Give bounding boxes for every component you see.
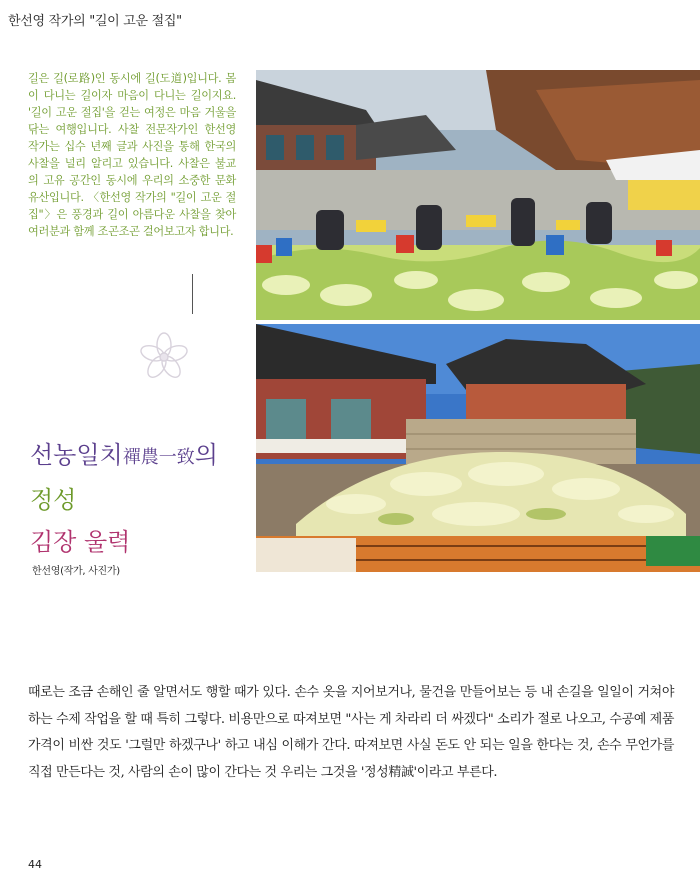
title-line-1 — [30, 438, 218, 475]
title-line-2: 정성 — [30, 486, 77, 514]
intro-paragraph: 길은 길(로路)인 동시에 길(도道)입니다. 몸이 다니는 길이자 마음이 다니는 길이지요. '길이 고운 절집'을 걷는 여정은 마음 거울을 닦는 여행입니다. 사찰 전문작가인 한선영 작가는 십수 년째 글과 사진을 통해 한국의 사찰을 널리 알리고 있습니다. 사찰은 불교의 고유 공간인 동시에 우리의 소중한 문화유산입니다. 〈한선영 작가의 "길이 고운 절집"〉은 풍경과 길이 아름다운 사찰을 찾아 여러분과 함께 조곤조곤 걸어보고자 합니다. — [28, 72, 236, 238]
article-title — [30, 438, 218, 559]
title-korean: 선농일치 — [30, 441, 123, 469]
flower-ornament-icon — [132, 325, 196, 389]
running-header: 한선영 작가의 "길이 고운 절집" — [8, 14, 182, 29]
vertical-divider — [192, 274, 193, 314]
title-suffix: 의 — [194, 441, 218, 469]
body-paragraph: 때로는 조금 손해인 줄 알면서도 행할 때가 있다. 손수 옷을 지어보거나, 물건을 만들어보는 등 내 손길을 일일이 거쳐야 하는 수제 작업을 할 때 특히 그렇다. 비용만으로 따져보면 "사는 게 차라리 더 싸겠다" 소리가 절로 나오고, 수공예 제품 가격이 비싼 것도 '그럴만 하겠구나' 하고 내심 이해가 간다. 따져보면 사실 돈도 안 되는 일을 한다는 것, 손수 무언가를 직접 만든다는 것, 사람의 손이 많이 간다는 것 우리는 그것을 '정성精誠'이라고 부른다. — [28, 685, 674, 780]
kimchi-making-photo — [256, 70, 700, 320]
author-byline: 한선영(작가, 사진가) — [32, 566, 120, 577]
title-line-3: 김장 울력 — [30, 528, 131, 556]
page-number: 44 — [28, 858, 42, 871]
title-hanja: 禪農一致 — [122, 447, 195, 468]
cabbage-pile-photo — [256, 324, 700, 572]
